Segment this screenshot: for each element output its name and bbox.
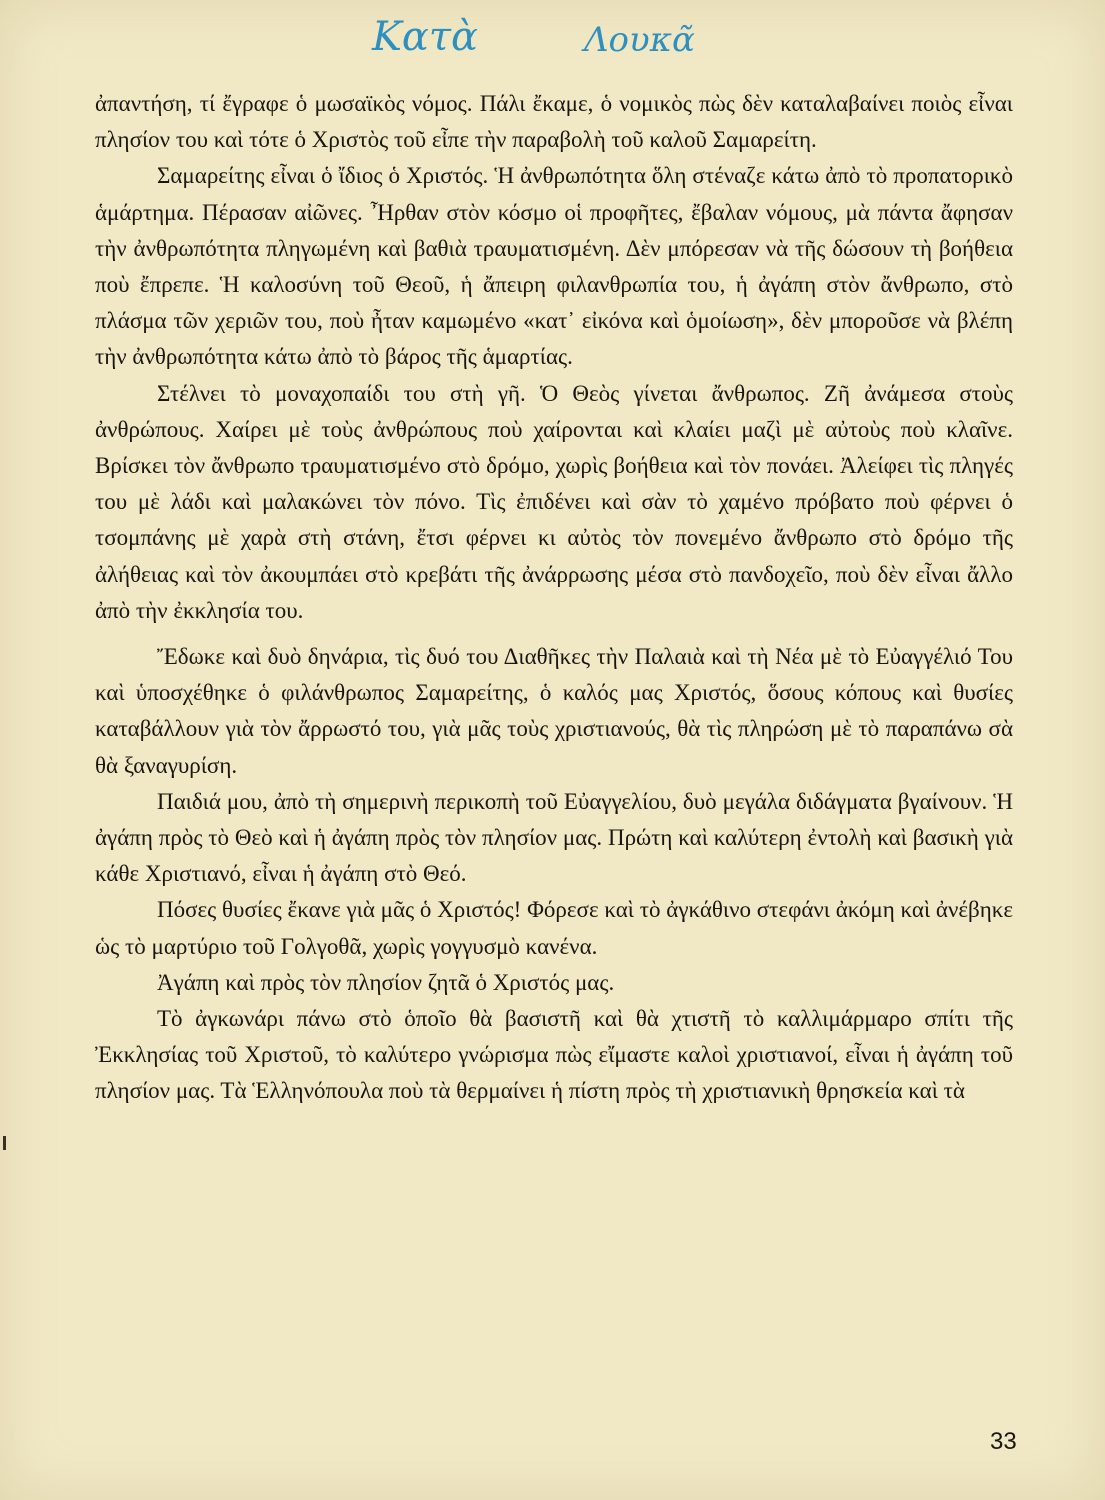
paragraph-4: Ἔδωκε καὶ δυὸ δηνάρια, τὶς δυό του Διαθῆκες τὴν Παλαιὰ καὶ τὴ Νέα μὲ τὸ Εὐαγγέλιό Του καὶ ὑποσχέθηκε ὁ φιλάνθρωπος Σαμαρείτης, ὁ καλός μας Χριστός, ὅσους κόπους καὶ θυσίες καταβάλλουν γιὰ τὸν ἄρρωστό του, γιὰ μᾶς τοὺς χριστιανούς, θὰ τὶς πληρώση μὲ τὸ παραπάνω σὰ θὰ ξαναγυρίση. [95, 644, 1013, 778]
paragraph-1: ἀπαντήση, τί ἔγραφε ὁ μωσαϊκὸς νόμος. Πάλι ἔκαμε, ὁ νομικὸς πὼς δὲν καταλαβαίνει ποιὸς εἶναι πλησίον του καὶ τότε ὁ Χριστὸς τοῦ εἶπε τὴν παραβολὴ τοῦ καλοῦ Σαμαρείτη. [95, 91, 1013, 153]
paragraph-7: Ἀγάπη καὶ πρὸς τὸν πλησίον ζητᾶ ὁ Χριστός μας. [157, 969, 615, 995]
paragraph-2: Σαμαρείτης εἶναι ὁ ἴδιος ὁ Χριστός. Ἡ ἀνθρωπότητα ὅλη στέναζε κάτω ἀπὸ τὸ προπατορικὸ ἁμάρτημα. Πέρασαν αἰῶνες. Ἦρθαν στὸν κόσμο οἱ προφῆτες, ἔβαλαν νόμους, μὰ πάντα ἄφησαν τὴν ἀνθρωπότητα πληγωμένη καὶ βαθιὰ τραυματισμένη. Δὲν μπόρεσαν νὰ τῆς δώσουν τὴ βοήθεια ποὺ ἔπρεπε. Ἡ καλοσύνη τοῦ Θεοῦ, ἡ ἄπειρη φιλανθρωπία του, ἡ ἀγάπη στὸν ἄνθρωπο, στὸ πλάσμα τῶν χεριῶν του, ποὺ ἦταν καμωμένο «κατ᾽ εἰκόνα καὶ ὁμοίωση», δὲν μποροῦσε νὰ βλέπη τὴν ἀνθρωπότητα κάτω ἀπὸ τὸ βάρος τῆς ἁμαρτίας. [95, 163, 1013, 370]
paragraph-8: Τὸ ἀγκωνάρι πάνω στὸ ὁποῖο θὰ βασιστῆ καὶ θὰ χτιστῆ τὸ καλλιμάρμαρο σπίτι τῆς Ἐκκλησίας τοῦ Χριστοῦ, τὸ καλύτερο γνώρισμα πὼς εἴμαστε καλοὶ χριστιανοί, εἶναι ἡ ἀγάπη τοῦ πλησίον μας. Τὰ Ἑλληνόπουλα ποὺ τὰ θερμαίνει ἡ πίστη πρὸς τὴ χριστιανικὴ θρησκεία καὶ τὰ [95, 1006, 1013, 1104]
paragraph-3: Στέλνει τὸ μοναχοπαίδι του στὴ γῆ. Ὁ Θεὸς γίνεται ἄνθρωπος. Ζῆ ἀνάμεσα στοὺς ἀνθρώπους. Χαίρει μὲ τοὺς ἀνθρώπους ποὺ χαίρονται καὶ κλαίει μαζὶ μὲ αὐτοὺς ποὺ κλαῖνε. Βρίσκει τὸν ἄνθρωπο τραυματισμένο στὸ δρόμο, χωρὶς βοήθεια καὶ τὸν πονάει. Ἀλείφει τὶς πληγές του μὲ λάδι καὶ μαλακώνει τὸν πόνο. Τὶς ἐπιδένει καὶ σὰν τὸ χαμένο πρόβατο ποὺ φέρνει ὁ τσομπάνης μὲ χαρὰ στὴ στάνη, ἔτσι φέρνει κι αὐτὸς τὸν πονεμένο ἄνθρωπο στὸ δρόμο τῆς ἀλήθειας καὶ τὸν ἀκουμπάει στὸ κρεβάτι τῆς ἀνάρρωσης μέσα στὸ πανδοχεῖο, ποὺ δὲν εἶναι ἄλλο ἀπὸ τὴν ἐκκλησία του. [95, 380, 1013, 623]
page-number: 33 [990, 1428, 1017, 1455]
body-text [95, 86, 1013, 1110]
paragraph-5: Παιδιά μου, ἀπὸ τὴ σημερινὴ περικοπὴ τοῦ Εὐαγγελίου, δυὸ μεγάλα διδάγματα βγαίνουν. Ἡ ἀγάπη πρὸς τὸ Θεὸ καὶ ἡ ἀγάπη πρὸς τὸν πλησίον μας. Πρώτη καὶ καλύτερη ἐντολὴ καὶ βασικὴ γιὰ κάθε Χριστιανό, εἶναι ἡ ἀγάπη στὸ Θεό. [95, 788, 1013, 887]
handwritten-annotation-louka: Λουκᾶ [584, 20, 695, 60]
handwritten-annotation-kata: Κατὰ [372, 14, 479, 60]
margin-mark [3, 1136, 6, 1150]
paragraph-6: Πόσες θυσίες ἔκανε γιὰ μᾶς ὁ Χριστός! Φόρεσε καὶ τὸ ἀγκάθινο στεφάνι ἀκόμη καὶ ἀνέβηκε ὡς τὸ μαρτύριο τοῦ Γολγοθᾶ, χωρὶς γογγυσμὸ κανένα. [95, 897, 1013, 959]
